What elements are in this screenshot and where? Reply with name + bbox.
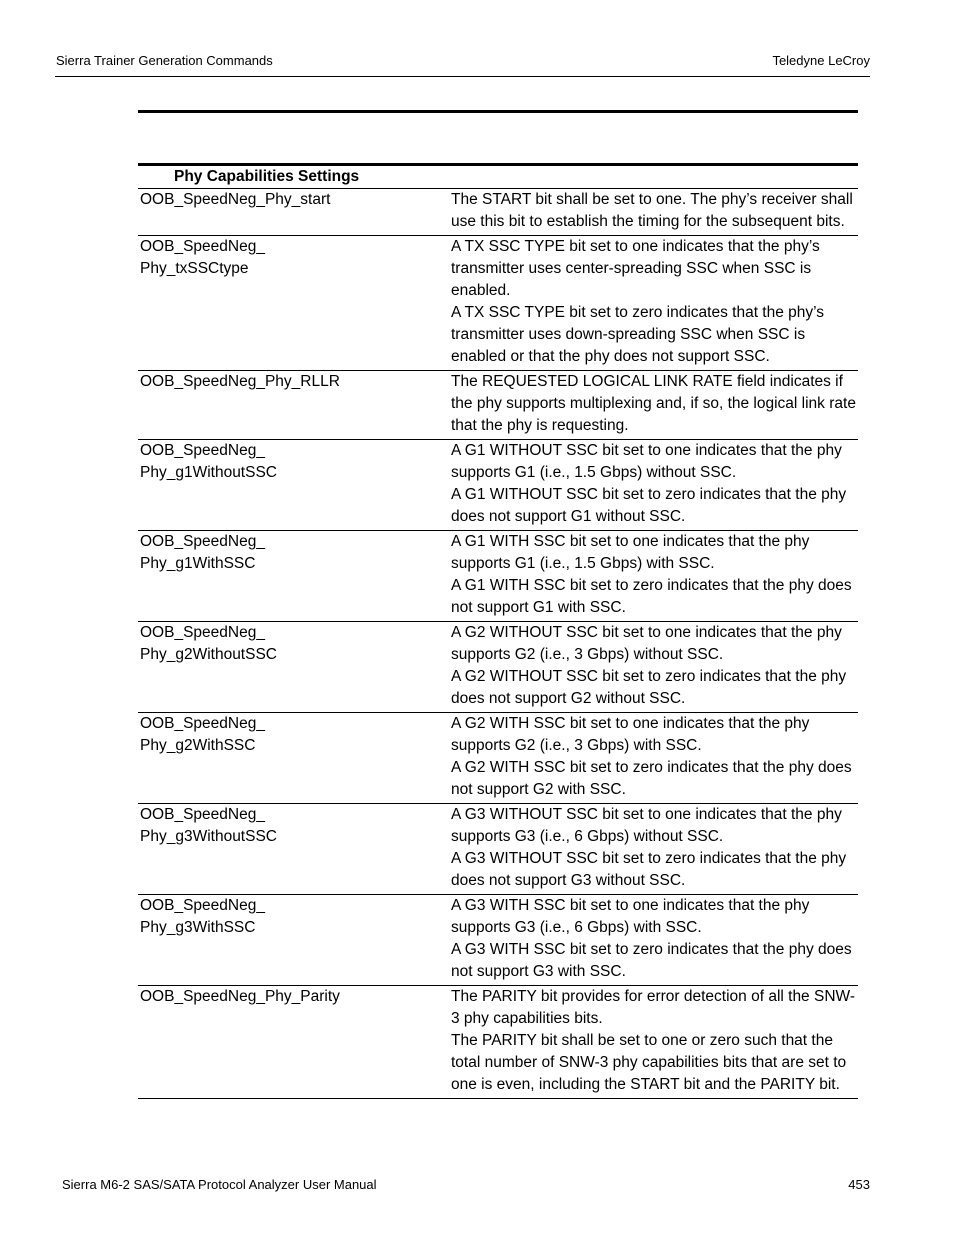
table-heading: Phy Capabilities Settings bbox=[138, 163, 858, 189]
setting-name: OOB_SpeedNeg_ Phy_txSSCtype bbox=[140, 238, 265, 277]
setting-name: OOB_SpeedNeg_Phy_start bbox=[140, 191, 331, 208]
description-paragraph: A G2 WITHOUT SSC bit set to zero indicates that the phy does not support G2 without SSC. bbox=[451, 668, 847, 707]
description-paragraph: A G1 WITHOUT SSC bit set to one indicates that the phy supports G1 (i.e., 1.5 Gbps) without SSC. bbox=[451, 442, 842, 481]
description-paragraph: The PARITY bit provides for error detection of all the SNW-3 phy capabilities bits. bbox=[451, 988, 856, 1027]
setting-description bbox=[451, 531, 858, 619]
setting-name: OOB_SpeedNeg_Phy_RLLR bbox=[140, 373, 340, 390]
setting-description bbox=[451, 804, 858, 892]
top-rule bbox=[138, 110, 858, 113]
table-row bbox=[138, 986, 858, 1099]
description-paragraph: A G3 WITHOUT SSC bit set to zero indicates that the phy does not support G3 without SSC. bbox=[451, 850, 847, 889]
table-body bbox=[138, 189, 858, 1099]
description-paragraph: A TX SSC TYPE bit set to zero indicates that the phy’s transmitter uses down-spreading SSC when SSC is enabled or that the phy does not support SSC. bbox=[451, 304, 825, 365]
footer-manual-title: Sierra M6-2 SAS/SATA Protocol Analyzer User Manual bbox=[62, 1177, 377, 1192]
table-row bbox=[138, 371, 858, 440]
description-paragraph: A G2 WITHOUT SSC bit set to one indicates that the phy supports G2 (i.e., 3 Gbps) without SSC. bbox=[451, 624, 842, 663]
description-paragraph: A G1 WITH SSC bit set to zero indicates that the phy does not support G1 with SSC. bbox=[451, 577, 852, 616]
setting-description bbox=[451, 189, 858, 233]
description-paragraph: A G1 WITHOUT SSC bit set to zero indicates that the phy does not support G1 without SSC. bbox=[451, 486, 847, 525]
setting-name: OOB_SpeedNeg_ Phy_g2WithSSC bbox=[140, 715, 265, 754]
table-row bbox=[138, 895, 858, 986]
description-paragraph: A G2 WITH SSC bit set to one indicates that the phy supports G2 (i.e., 3 Gbps) with SSC. bbox=[451, 715, 810, 754]
setting-name: OOB_SpeedNeg_ Phy_g3WithSSC bbox=[140, 897, 265, 936]
table-row bbox=[138, 713, 858, 804]
table-row bbox=[138, 236, 858, 371]
setting-description bbox=[451, 440, 858, 528]
page-number: 453 bbox=[848, 1177, 870, 1192]
table-row bbox=[138, 189, 858, 236]
setting-name: OOB_SpeedNeg_ Phy_g1WithoutSSC bbox=[140, 442, 277, 481]
header-company: Teledyne LeCroy bbox=[772, 53, 870, 68]
setting-description bbox=[451, 895, 858, 983]
setting-description bbox=[451, 236, 858, 368]
running-header bbox=[55, 52, 870, 77]
setting-description bbox=[451, 713, 858, 801]
header-section-title: Sierra Trainer Generation Commands bbox=[56, 53, 273, 68]
description-paragraph: A G3 WITH SSC bit set to zero indicates that the phy does not support G3 with SSC. bbox=[451, 941, 852, 980]
description-paragraph: A TX SSC TYPE bit set to one indicates that the phy’s transmitter uses center-spreading SSC when SSC is enabled. bbox=[451, 238, 820, 299]
description-paragraph: A G3 WITH SSC bit set to one indicates that the phy supports G3 (i.e., 6 Gbps) with SSC. bbox=[451, 897, 810, 936]
description-paragraph: A G1 WITH SSC bit set to one indicates that the phy supports G1 (i.e., 1.5 Gbps) with SSC. bbox=[451, 533, 810, 572]
description-paragraph: The START bit shall be set to one. The phy’s receiver shall use this bit to establish the timing for the subsequent bits. bbox=[451, 191, 853, 230]
setting-name: OOB_SpeedNeg_ Phy_g3WithoutSSC bbox=[140, 806, 277, 845]
description-paragraph: A G2 WITH SSC bit set to zero indicates that the phy does not support G2 with SSC. bbox=[451, 759, 852, 798]
description-paragraph: The REQUESTED LOGICAL LINK RATE field indicates if the phy supports multiplexing and, if so, the logical link rate that the phy is requesting. bbox=[451, 373, 856, 434]
table-row bbox=[138, 531, 858, 622]
description-paragraph: The PARITY bit shall be set to one or zero such that the total number of SNW-3 phy capabilities bits that are set to one is even, including the START bit and the PARITY bit. bbox=[451, 1032, 847, 1093]
description-paragraph: A G3 WITHOUT SSC bit set to one indicates that the phy supports G3 (i.e., 6 Gbps) without SSC. bbox=[451, 806, 842, 845]
setting-description bbox=[451, 622, 858, 710]
setting-name: OOB_SpeedNeg_ Phy_g2WithoutSSC bbox=[140, 624, 277, 663]
setting-name: OOB_SpeedNeg_Phy_Parity bbox=[140, 988, 340, 1005]
setting-description bbox=[451, 986, 858, 1096]
settings-table bbox=[138, 163, 858, 1099]
setting-name: OOB_SpeedNeg_ Phy_g1WithSSC bbox=[140, 533, 265, 572]
table-row bbox=[138, 622, 858, 713]
setting-description bbox=[451, 371, 858, 437]
table-row bbox=[138, 440, 858, 531]
table-row bbox=[138, 804, 858, 895]
